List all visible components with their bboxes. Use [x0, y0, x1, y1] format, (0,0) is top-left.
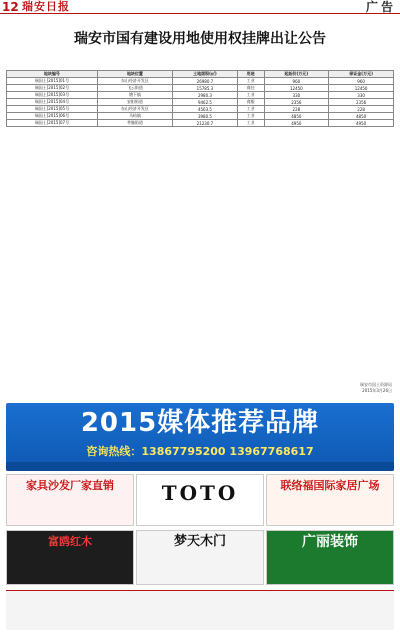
- table-cell: 工业: [237, 92, 264, 99]
- table-cell: 4563.5: [173, 106, 238, 113]
- table-cell: 2980.3: [173, 92, 238, 99]
- table-row: [7, 78, 394, 85]
- table-cell: 960: [264, 78, 329, 85]
- table-header: 用途: [237, 71, 264, 78]
- table-header: 地块位置: [97, 71, 172, 78]
- sign-off-org: 瑞安市国土资源局: [360, 382, 392, 387]
- table-row: [7, 106, 394, 113]
- table-cell: 12450: [264, 85, 329, 92]
- table-cell: 330: [264, 92, 329, 99]
- ad-row-1: [6, 474, 394, 526]
- table-cell: 2356: [329, 99, 394, 106]
- table-cell: 瑞国土[2015]07号: [7, 120, 98, 127]
- table-cell: 26980.7: [173, 78, 238, 85]
- toto-ad[interactable]: [136, 474, 264, 526]
- table-cell: 4950: [264, 120, 329, 127]
- media-brand-banner-ad[interactable]: [6, 403, 394, 471]
- table-cell: 960: [329, 78, 394, 85]
- banner-ad-phone: 咨询热线：13867795200 13967768617: [86, 445, 314, 458]
- ad-name: 家具沙发厂家直销: [26, 479, 114, 492]
- table-row: [7, 99, 394, 106]
- table-cell: 21230.7: [173, 120, 238, 127]
- table-cell: 瑞国土[2015]03号: [7, 92, 98, 99]
- table-cell: 2356: [264, 99, 329, 106]
- table-cell: 商服: [237, 99, 264, 106]
- table-cell: 瑞国土[2015]04号: [7, 99, 98, 106]
- renovation-ad[interactable]: [266, 530, 394, 585]
- table-header: 保证金(万元): [329, 71, 394, 78]
- page-number: 12: [2, 0, 19, 14]
- home-plaza-ad[interactable]: [266, 474, 394, 526]
- rosewood-furniture-ad[interactable]: [6, 530, 134, 585]
- table-cell: 马屿镇: [97, 113, 172, 120]
- table-cell: 瑞国土[2015]02号: [7, 85, 98, 92]
- table-cell: 工业: [237, 113, 264, 120]
- table-cell: 3980.5: [173, 113, 238, 120]
- table-cell: 9462.5: [173, 99, 238, 106]
- table-cell: 商住: [237, 85, 264, 92]
- banner-ad-title: 2015媒体推荐品牌: [80, 408, 320, 438]
- sign-off: [360, 382, 392, 393]
- ad-name: 富鸥红木: [48, 535, 92, 548]
- ad-name: 联络福国际家居广场: [280, 479, 380, 492]
- table-row: [7, 120, 394, 127]
- table-cell: 飞云街道: [97, 85, 172, 92]
- table-cell: 瑞国土[2015]05号: [7, 106, 98, 113]
- table-cell: 瑞国土[2015]01号: [7, 78, 98, 85]
- wooden-door-ad[interactable]: [136, 530, 264, 585]
- sign-off-date: 2015年3月26日: [362, 387, 392, 393]
- ad-row-2: [6, 530, 394, 585]
- banner-ad-strip: [6, 462, 394, 471]
- table-cell: 工业: [237, 106, 264, 113]
- table-cell: 12450: [329, 85, 394, 92]
- page-title: 瑞安市国有建设用地使用权挂牌出让公告: [74, 31, 326, 47]
- table-cell: 228: [329, 106, 394, 113]
- masthead: [0, 0, 400, 14]
- table-cell: 安阳街道: [97, 99, 172, 106]
- ad-name: TOTO: [161, 481, 239, 505]
- table-row: [7, 92, 394, 99]
- table-row: [7, 113, 394, 120]
- table-cell: 330: [329, 92, 394, 99]
- ad-name: 广丽装饰: [302, 534, 358, 550]
- table-header: 起始价(万元): [264, 71, 329, 78]
- table-cell: 工业: [237, 78, 264, 85]
- table-header: 地块编号: [7, 71, 98, 78]
- table-header: 土地面积(㎡): [173, 71, 238, 78]
- sofa-factory-ad[interactable]: [6, 474, 134, 526]
- table-cell: 15785.3: [173, 85, 238, 92]
- table-cell: 东山经济开发区: [97, 106, 172, 113]
- table-header-row: [7, 71, 394, 78]
- table-cell: 4850: [329, 113, 394, 120]
- table-row: [7, 85, 394, 92]
- table-cell: 4950: [329, 120, 394, 127]
- table-cell: 瑞国土[2015]06号: [7, 113, 98, 120]
- table-cell: 塘下镇: [97, 92, 172, 99]
- paper-name: 瑞安日报: [22, 0, 70, 13]
- table-cell: 东山经济开发区: [97, 78, 172, 85]
- table-cell: 工业: [237, 120, 264, 127]
- table-cell: 莘塍街道: [97, 120, 172, 127]
- parcels-table: [6, 70, 394, 127]
- section-title: 广告: [365, 0, 396, 14]
- table-cell: 228: [264, 106, 329, 113]
- footer-strip: [6, 590, 394, 630]
- table-cell: 4850: [264, 113, 329, 120]
- ad-name: 梦天木门: [173, 534, 226, 549]
